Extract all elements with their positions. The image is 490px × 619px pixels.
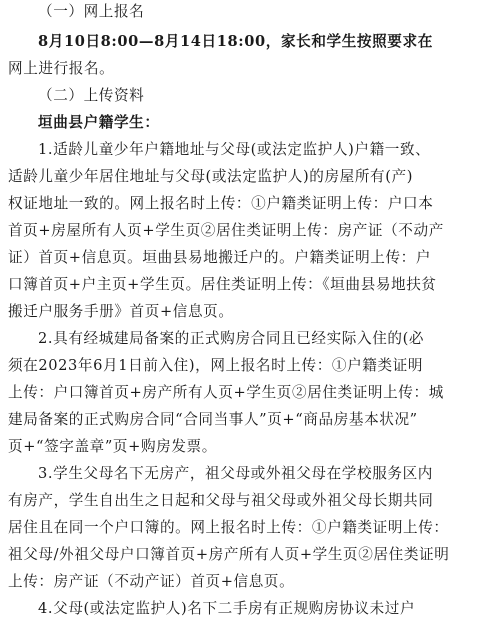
text-line: 8月10日8:00—8月14日18:00，家长和学生按照要求在	[38, 33, 433, 50]
text-line: 上传：户口簿首页+房产所有人页+学生页②居住类证明上传：城	[8, 384, 444, 401]
text-line: 4.父母(或法定监护人)名下二手房有正规购房协议未过户	[38, 600, 416, 617]
text-line: 上传：房产证（不动产证）首页+信息页。	[8, 573, 295, 590]
text-line: 有房产，学生自出生之日起和父母与祖父母或外祖父母长期共同	[8, 492, 434, 509]
text-line: 搬迁户服务手册》首页+信息页。	[8, 303, 234, 320]
text-line: 2.具有经城建局备案的正式购房合同且已经实际入住的(必	[38, 330, 425, 347]
text-line: 3.学生父母名下无房产，祖父母或外祖父母在学校服务区内	[38, 465, 433, 482]
text-line: 建局备案的正式购房合同“合同当事人”页+“商品房基本状况”	[8, 411, 418, 428]
text-line: 适龄儿童少年居住地址与父母(或法定监护人)的房屋所有(产)	[8, 168, 414, 185]
text-line: 1.适龄儿童少年户籍地址与父母(或法定监护人)户籍一致、	[38, 141, 431, 158]
text-line: （一）网上报名	[38, 3, 145, 20]
text-line: 证）首页+信息页。垣曲县易地搬迁户的。户籍类证明上传：户	[8, 249, 432, 266]
text-line: 网上进行报名。	[8, 60, 115, 77]
text-line: 权证地址一致的。网上报名时上传：①户籍类证明上传：户口本	[8, 195, 434, 212]
text-line: 页+“签字盖章”页+购房发票。	[8, 438, 217, 455]
text-line: （二）上传资料	[38, 87, 145, 104]
text-line: 口簿首页+户主页+学生页。居住类证明上传：《垣曲县易地扶贫	[8, 276, 437, 293]
text-line: 首页+房屋所有人页+学生页②居住类证明上传：房产证（不动产	[8, 222, 444, 239]
text-line: 祖父母/外祖父母户口簿首页+房产所有人页+学生页②居住类证明	[8, 546, 450, 563]
text-line: 垣曲县户籍学生：	[38, 114, 160, 131]
text-line: 居住且在同一个户口簿的。网上报名时上传：①户籍类证明上传：	[8, 519, 449, 536]
text-line: 须在2023年6月1日前入住)，网上报名时上传：①户籍类证明	[8, 357, 424, 374]
